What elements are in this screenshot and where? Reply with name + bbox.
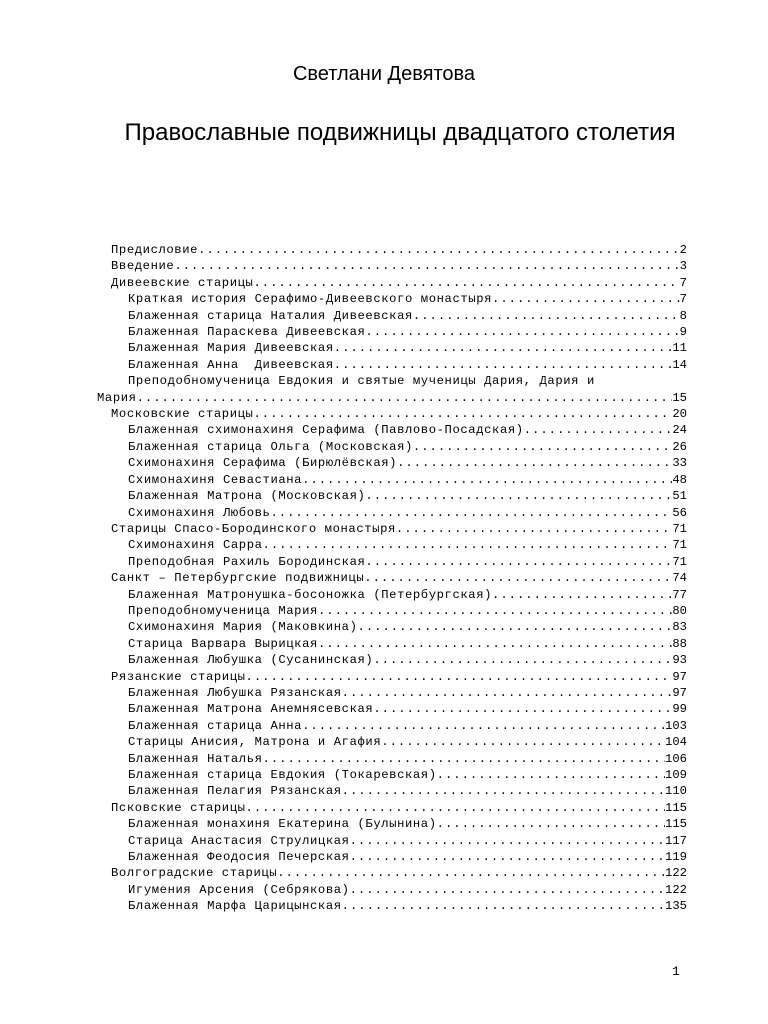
toc-dot-leader [277, 865, 665, 881]
toc-entry[interactable] [97, 849, 687, 865]
toc-entry[interactable] [97, 833, 687, 849]
toc-entry-page: 83 [672, 620, 687, 635]
toc-entry-title: Блаженная Любушка (Сусанинская) [128, 653, 374, 668]
toc-entry[interactable] [97, 898, 687, 914]
toc-entry-title: Предисловие [111, 243, 199, 257]
page-number: 1 [672, 964, 680, 979]
toc-entry-page: 109 [665, 768, 687, 782]
toc-entry-title: Блаженная Матрона Анемнясевская [128, 702, 374, 717]
toc-entry-title: Схимонахиня Любовь [128, 505, 271, 520]
toc-entry-page: 56 [672, 505, 687, 520]
toc-entry-page: 119 [665, 850, 687, 865]
toc-dot-leader [396, 521, 672, 537]
toc-dot-leader [253, 275, 679, 291]
toc-entry[interactable] [97, 619, 687, 635]
toc-dot-leader [358, 619, 673, 635]
toc-entry[interactable] [97, 439, 687, 455]
toc-entry[interactable] [97, 865, 687, 881]
toc-entry-title: Блаженная Феодосия Печерская [128, 850, 350, 865]
toc-entry[interactable] [97, 767, 687, 783]
toc-entry-page: 122 [665, 882, 687, 897]
toc-entry-page: 7 [679, 292, 687, 307]
toc-entry[interactable] [97, 701, 687, 717]
toc-entry-page: 26 [672, 439, 687, 454]
toc-dot-leader [263, 537, 673, 553]
toc-entry[interactable] [97, 734, 687, 750]
toc-entry-title: Дивеевские старицы [111, 275, 254, 290]
toc-entry[interactable] [97, 587, 687, 603]
toc-entry-page: 7 [679, 275, 687, 290]
toc-entry-title: Блаженная старица Наталия Дивеевская [128, 308, 413, 323]
toc-entry-title: Схимонахиня Севастиана [128, 472, 303, 487]
toc-entry-page: 33 [672, 456, 687, 471]
toc-dot-leader [342, 783, 665, 799]
toc-dot-leader [373, 701, 672, 717]
toc-entry-title: Мария [97, 390, 137, 405]
toc-entry-page: 11 [672, 341, 687, 356]
toc-entry-title: Преподобная Рахиль Бородинская [128, 554, 366, 569]
toc-entry-page: 135 [665, 899, 687, 914]
toc-entry-page: 106 [665, 751, 687, 766]
toc-entry[interactable] [97, 816, 687, 832]
toc-dot-leader [246, 669, 673, 685]
toc-entry[interactable] [97, 406, 687, 422]
toc-entry-title: Старица Анастасия Струлицкая [128, 833, 350, 848]
toc-dot-leader [373, 652, 672, 668]
toc-entry[interactable] [97, 685, 687, 701]
toc-entry[interactable] [97, 390, 687, 406]
toc-entry-title: Старица Варвара Вырицкая [128, 636, 318, 651]
toc-entry[interactable] [97, 537, 687, 553]
toc-entry-page: 3 [679, 259, 687, 274]
toc-entry[interactable] [97, 882, 687, 898]
toc-dot-leader [302, 472, 672, 488]
toc-entry-page: 97 [672, 685, 687, 700]
toc-entry[interactable] [97, 242, 687, 258]
toc-dot-leader [198, 242, 680, 258]
toc-entry[interactable] [97, 800, 687, 816]
toc-entry-page: 51 [672, 489, 687, 504]
toc-entry-page: 122 [665, 866, 687, 881]
toc-entry-page: 115 [665, 800, 687, 815]
toc-entry-title: Санкт – Петербургские подвижницы [111, 571, 365, 586]
toc-entry-page: 71 [672, 521, 687, 536]
toc-entry-title: Московские старицы [111, 407, 254, 422]
toc-entry-page: 14 [672, 357, 687, 372]
toc-entry-title: Краткая история Серафимо-Дивеевского монастыря [128, 292, 493, 307]
toc-entry-page: 80 [672, 603, 687, 618]
toc-entry[interactable] [97, 554, 687, 570]
toc-dot-leader [137, 390, 673, 406]
toc-entry[interactable] [97, 751, 687, 767]
toc-entry-page: 115 [665, 817, 687, 832]
toc-entry[interactable] [97, 488, 687, 504]
toc-entry-page: 74 [672, 571, 687, 586]
toc-entry-title: Блаженная Марфа Царицынская [128, 899, 342, 914]
toc-entry-page: 9 [679, 325, 687, 340]
toc-entry-title: Псковские старицы [111, 800, 246, 815]
toc-entry[interactable] [97, 652, 687, 668]
toc-entry-page: 99 [672, 702, 687, 717]
toc-entry-page: 97 [672, 669, 687, 684]
toc-dot-leader [492, 587, 672, 603]
toc-entry-page: 77 [672, 587, 687, 602]
toc-entry-title: Схимонахиня Сарра [128, 538, 263, 553]
toc-entry[interactable] [97, 472, 687, 488]
toc-entry[interactable] [97, 324, 687, 340]
toc-entry[interactable] [97, 521, 687, 537]
toc-entry-title: Блаженная Матронушка-босоножка (Петербургская) [128, 587, 493, 602]
toc-entry[interactable] [97, 340, 687, 356]
toc-dot-leader [381, 734, 665, 750]
toc-entry-title: Блаженная Любушка Рязанская [128, 685, 342, 700]
toc-entry-title: Блаженная старица Ольга (Московская) [128, 439, 413, 454]
toc-entry[interactable] [97, 603, 687, 619]
toc-dot-leader [334, 340, 673, 356]
toc-entry-title: Блаженная Наталья [128, 751, 263, 766]
toc-entry-page: 103 [665, 718, 687, 733]
toc-entry-title: Блаженная Мария Дивеевская [128, 341, 334, 356]
toc-entry-title: Старицы Спасо-Бородинского монастыря [111, 521, 396, 536]
toc-entry-title: Схимонахиня Мария (Маковкина) [128, 620, 358, 635]
toc-entry-page: 117 [665, 833, 687, 848]
toc-entry[interactable] [97, 291, 687, 307]
toc-entry[interactable] [97, 570, 687, 586]
toc-dot-leader [270, 505, 672, 521]
toc-entry-title: Схимонахиня Серафима (Бирюлёвская) [128, 456, 398, 471]
toc-dot-leader [350, 882, 665, 898]
toc-dot-leader [318, 636, 672, 652]
toc-entry[interactable] [97, 505, 687, 521]
toc-dot-leader [350, 849, 665, 865]
toc-entry-page: 104 [665, 735, 687, 750]
toc-dot-leader [365, 488, 672, 504]
toc-entry[interactable] [97, 669, 687, 685]
toc-entry[interactable] [97, 783, 687, 799]
toc-dot-leader [342, 898, 665, 914]
document-title: Православные подвижницы двадцатого столетия [124, 119, 676, 146]
toc-entry-title: Блаженная старица Анна [128, 718, 303, 733]
toc-entry-page: 48 [672, 472, 687, 487]
toc-dot-leader [350, 833, 665, 849]
toc-entry-title: Блаженная Матрона (Московская) [128, 489, 366, 504]
toc-dot-leader [174, 258, 679, 274]
toc-entry[interactable] [97, 357, 687, 373]
toc-entry-title: Блаженная монахиня Екатерина (Булынина) [128, 817, 437, 832]
toc-dot-leader [437, 767, 665, 783]
toc-dot-leader [246, 800, 666, 816]
toc-entry-title: Блаженная Параскева Дивеевская [128, 325, 366, 340]
toc-entry[interactable] [97, 275, 687, 291]
toc-entry[interactable] [97, 455, 687, 471]
toc-entry-title: Волгоградские старицы [111, 866, 278, 881]
toc-entry-title: Преподобномученица Мария [128, 603, 318, 618]
toc-entry-title: Игумения Арсения (Себрякова) [128, 882, 350, 897]
toc-dot-leader [437, 816, 665, 832]
toc-entry-page: 24 [672, 423, 687, 438]
toc-entry-page: 93 [672, 653, 687, 668]
toc-entry-title: Старицы Анисия, Матрона и Агафия [128, 735, 382, 750]
toc-dot-leader [492, 291, 680, 307]
toc-entry-page: 15 [672, 390, 687, 405]
author-name: Светлани Девятова [292, 63, 476, 85]
toc-entry-page: 88 [672, 636, 687, 651]
toc-entry-page: 8 [679, 308, 687, 323]
toc-dot-leader [365, 324, 679, 340]
toc-dot-leader [263, 751, 666, 767]
toc-dot-leader [413, 308, 680, 324]
toc-dot-leader [342, 685, 673, 701]
toc-entry[interactable] [97, 718, 687, 734]
toc-entry-page: 71 [672, 538, 687, 553]
toc-entry-title: Введение [111, 259, 175, 274]
toc-dot-leader [253, 406, 672, 422]
toc-dot-leader [413, 439, 672, 455]
toc-entry-title: Блаженная Пелагия Рязанская [128, 784, 342, 799]
toc-entry-page: 110 [665, 784, 687, 799]
toc-entry[interactable] [97, 308, 687, 324]
toc-dot-leader [365, 554, 672, 570]
table-of-contents [97, 242, 687, 915]
toc-dot-leader [334, 357, 673, 373]
toc-entry-page: 20 [672, 407, 687, 422]
toc-entry-page: 71 [672, 554, 687, 569]
toc-entry-title: Рязанские старицы [111, 669, 246, 684]
toc-entry-continued-line: Преподобномученица Евдокия и святые мученицы Дария, Дария и [128, 374, 595, 389]
toc-entry[interactable] [97, 422, 687, 438]
toc-entry-title: Блаженная Анна Дивеевская [128, 357, 334, 372]
toc-dot-leader [524, 422, 673, 438]
toc-entry-page: 2 [679, 243, 687, 257]
toc-entry-title: Блаженная схимонахиня Серафима (Павлово-Посадская) [128, 423, 524, 438]
toc-entry-title: Блаженная старица Евдокия (Токаревская) [128, 768, 437, 782]
toc-entry[interactable] [97, 258, 687, 274]
toc-entry[interactable] [97, 636, 687, 652]
toc-dot-leader [364, 570, 672, 586]
toc-dot-leader [318, 603, 672, 619]
toc-dot-leader [302, 718, 665, 734]
toc-dot-leader [397, 455, 672, 471]
